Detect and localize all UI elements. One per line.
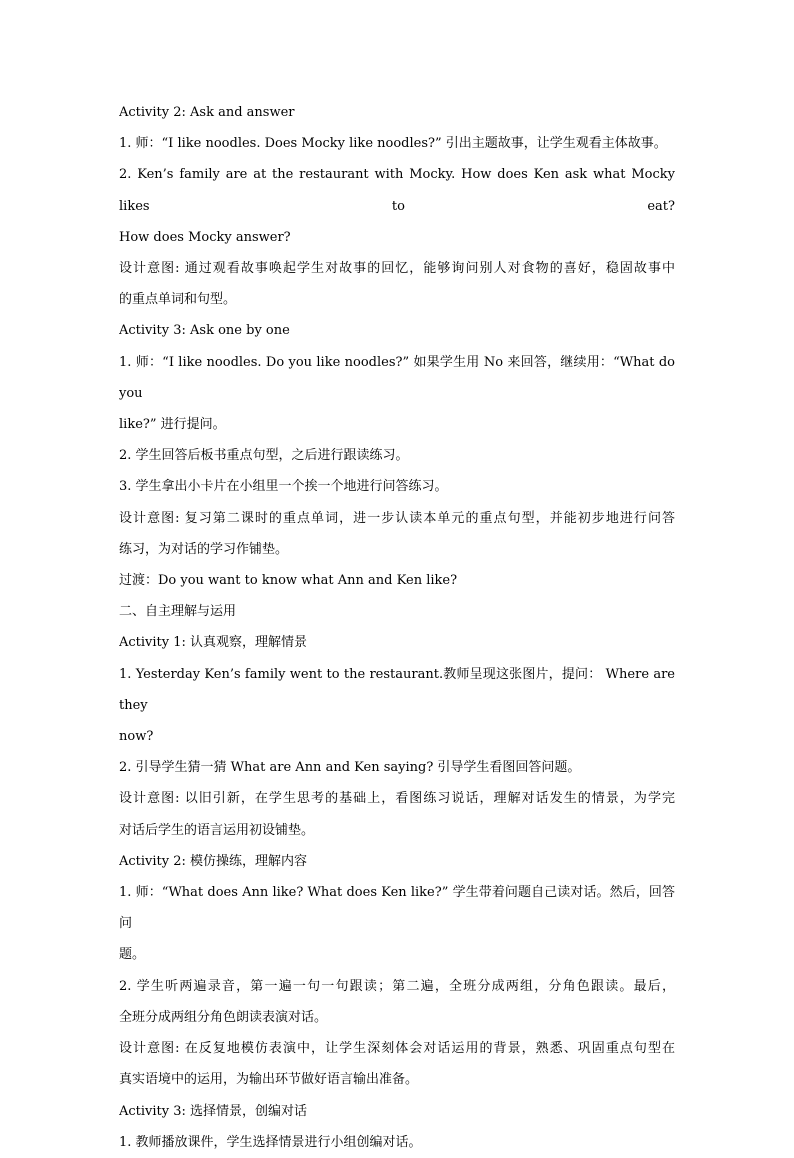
paragraph-line: 1. 师：“What does Ann like? What does Ken like?” 学生带着问题自己读对话。然后，回答问 <box>119 885 675 932</box>
paragraph-line: 2. 引导学生猜一猜 What are Ann and Ken saying? 引导学生看图回答问题。 <box>119 760 581 776</box>
paragraph-line: How does Mocky answer? <box>119 229 291 245</box>
design-intent-line: 设计意图: 通过观看故事唤起学生对故事的回忆，能够询问别人对食物的喜好，稳固故事中 <box>119 261 675 277</box>
activity-heading: Activity 2: Ask and answer <box>119 105 295 120</box>
activity-heading: Activity 1: 认真观察，理解情景 <box>119 635 308 651</box>
paragraph-line: 1. 师：“I like noodles. Do you like noodles?” 如果学生用 No 来回答，继续用：“What do you <box>119 354 675 401</box>
paragraph-line: 1. Yesterday Ken’s family went to the restaurant.教师呈现这张图片，提问： Where are they <box>119 666 675 713</box>
paragraph-line: 1. 教师播放课件，学生选择情景进行小组创编对话。 <box>119 1134 422 1150</box>
paragraph-line: 2. Ken’s family are at the restaurant with Mocky. How does Ken ask what Mocky likes to eat? <box>119 167 675 214</box>
section-heading: 二、自主理解与运用 <box>119 604 237 620</box>
design-intent-line: 对话后学生的语言运用初设铺垫。 <box>119 822 315 838</box>
transition-line: 过渡：Do you want to know what Ann and Ken like? <box>119 573 458 589</box>
design-intent-line: 练习，为对话的学习作铺垫。 <box>119 541 289 557</box>
paragraph-line: 2. 学生回答后板书重点句型，之后进行跟读练习。 <box>119 448 409 464</box>
document-body <box>119 97 675 1158</box>
design-intent-line: 真实语境中的运用，为输出环节做好语言输出准备。 <box>119 1072 419 1088</box>
paragraph-line: 2. 学生听两遍录音，第一遍一句一句跟读；第二遍，全班分成两组，分角色跟读。最后， <box>119 978 675 994</box>
paragraph-line: now? <box>119 729 154 745</box>
design-intent-line: 设计意图: 在反复地模仿表演中，让学生深刻体会对话运用的背景，熟悉、巩固重点句型在 <box>119 1041 675 1057</box>
paragraph-line: 1. 师：“I like noodles. Does Mocky like noodles?” 引出主题故事，让学生观看主体故事。 <box>119 136 667 152</box>
paragraph-line: 全班分成两组分角色朗读表演对话。 <box>119 1009 328 1025</box>
paragraph-line: 题。 <box>119 947 146 963</box>
activity-heading: Activity 2: 模仿操练，理解内容 <box>119 853 308 869</box>
paragraph-line: 3. 学生拿出小卡片在小组里一个挨一个地进行问答练习。 <box>119 479 448 495</box>
design-intent-line: 设计意图: 复习第二课时的重点单词，进一步认读本单元的重点句型，并能初步地进行问答 <box>119 510 675 526</box>
activity-heading: Activity 3: Ask one by one <box>119 323 290 339</box>
paragraph-line: like?” 进行提问。 <box>119 417 226 433</box>
design-intent-line: 设计意图: 以旧引新，在学生思考的基础上，看图练习说话，理解对话发生的情景，为学完 <box>119 791 675 807</box>
design-intent-line: 的重点单词和句型。 <box>119 292 237 308</box>
activity-heading: Activity 3: 选择情景，创编对话 <box>119 1103 308 1119</box>
